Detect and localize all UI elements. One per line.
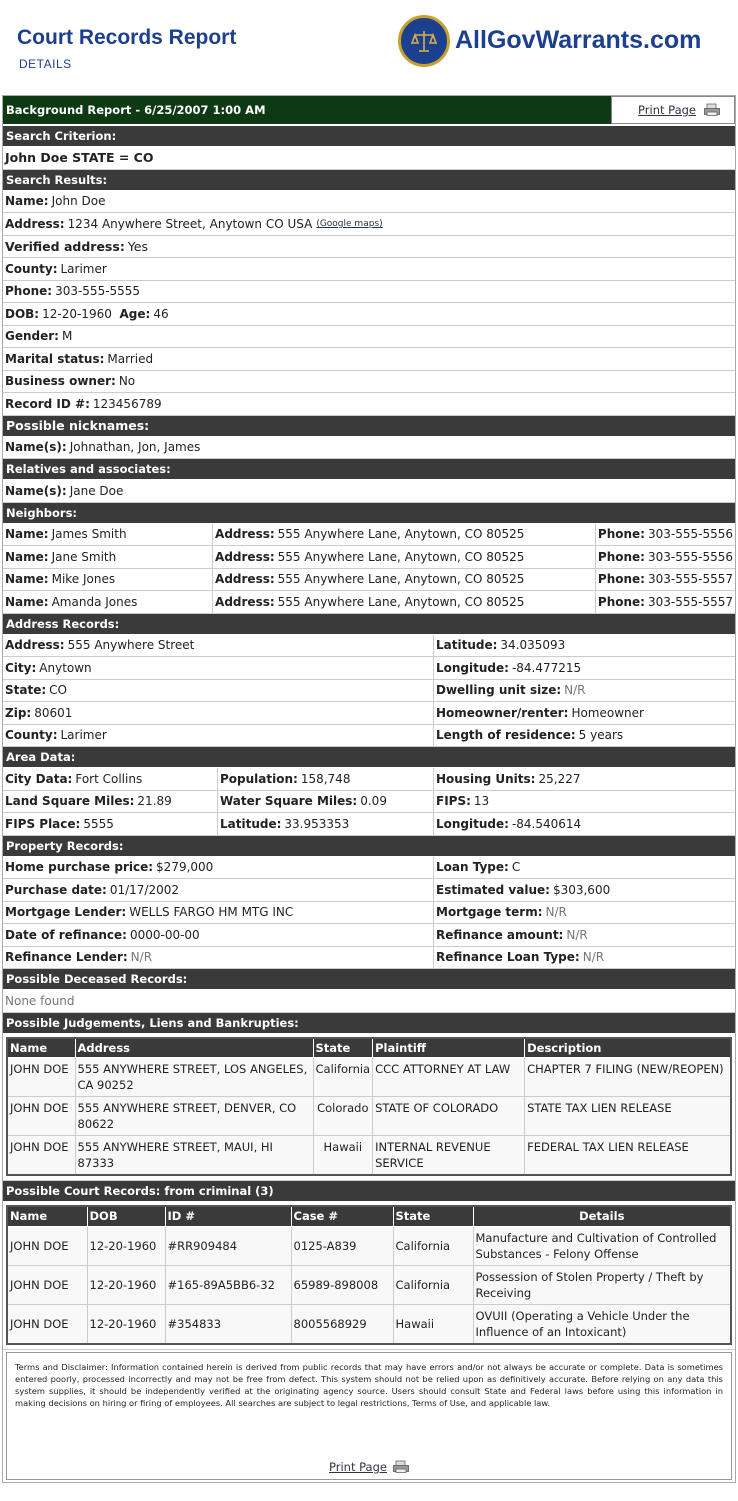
table-cell: INTERNAL REVENUE SERVICE <box>373 1136 525 1176</box>
field-label: Home purchase price: <box>5 860 154 875</box>
field-value: Larimer <box>60 728 107 743</box>
field-value: 5 years <box>578 728 624 743</box>
field-cell <box>3 879 433 901</box>
field-label: Dwelling unit size: <box>436 683 562 698</box>
table-cell: California <box>393 1226 473 1265</box>
area-data-list <box>3 768 735 836</box>
field-cell <box>3 591 212 613</box>
property-record-row <box>3 902 735 925</box>
field-label: Longitude: <box>436 816 509 831</box>
field-value: N/R <box>582 950 605 965</box>
area-data-row <box>3 791 735 814</box>
print-page-link[interactable]: Print Page <box>638 103 696 117</box>
field-value: James Smith <box>51 527 127 542</box>
field-value: 303-555-5556 <box>647 549 733 564</box>
field-label: Date of refinance: <box>5 927 127 942</box>
field-cell <box>3 546 212 568</box>
field-label: Phone: <box>597 549 645 564</box>
field-value: 21.89 <box>137 794 172 809</box>
field-value: $279,000 <box>156 860 214 875</box>
table-row <box>7 1097 731 1136</box>
result-dob-row: DOB: 12-20-1960 Age: 46 <box>3 303 735 326</box>
table-cell: 12-20-1960 <box>87 1226 165 1265</box>
field-label: Refinance Loan Type: <box>436 950 580 965</box>
footer-print-page-link[interactable]: Print Page <box>329 1459 387 1474</box>
field-label: Refinance amount: <box>436 927 564 942</box>
field-label: County: <box>5 728 58 743</box>
field-value: Fort Collins <box>75 771 143 786</box>
result-address-row: Address: 1234 Anywhere Street, Anytown CO USA (Google maps) <box>3 213 735 236</box>
field-cell <box>3 902 433 924</box>
field-value: $303,600 <box>552 882 611 897</box>
table-cell: #RR909484 <box>165 1226 291 1265</box>
field-value: 555 Anywhere Lane, Anytown, CO 80525 <box>277 527 525 542</box>
result-verified-row: Verified address: Yes <box>3 236 735 259</box>
table-cell: 65989-898008 <box>291 1265 393 1304</box>
field-cell <box>433 702 735 724</box>
field-value: Homeowner <box>571 705 644 720</box>
field-cell <box>212 591 595 613</box>
field-cell <box>217 768 433 790</box>
area-data-heading: Area Data: <box>3 747 735 768</box>
field-label: FIPS Place: <box>5 816 81 831</box>
disclaimer-text: Terms and Disclaimer: Information contained herein is derived from public records that may have errors and/or not always be accurate or complete. Data is sometimes entered poorly, processed incorrectly and may not be free from defect. This system should not be relied upon as definitively accurate. Before relying on any data this system supplies, it should be independently verified at the originating agency source. Users should consult State and Federal laws before using this information in making decisions on hiring or firing of employees. All searches are subject to legal restrictions, Terms of Use, and applicable law. <box>15 1361 723 1408</box>
column-header: Details <box>473 1206 731 1226</box>
table-row <box>7 1226 731 1265</box>
nicknames-heading: Possible nicknames: <box>3 416 735 437</box>
field-cell <box>3 768 217 790</box>
field-cell <box>3 657 433 679</box>
table-cell: #354833 <box>165 1304 291 1344</box>
field-cell <box>595 569 735 591</box>
field-label: Phone: <box>597 527 645 542</box>
field-value: -84.477215 <box>511 660 582 675</box>
table-cell: Hawaii <box>313 1136 373 1176</box>
field-cell <box>433 902 735 924</box>
table-row <box>7 1136 731 1176</box>
table-header-row <box>7 1206 731 1226</box>
field-cell <box>433 791 735 813</box>
table-cell: 12-20-1960 <box>87 1265 165 1304</box>
area-data-row <box>3 813 735 836</box>
printer-icon[interactable] <box>704 104 720 116</box>
address-record-row <box>3 635 735 658</box>
table-cell: FEDERAL TAX LIEN RELEASE <box>525 1136 731 1176</box>
result-county-row: County: Larimer <box>3 258 735 281</box>
relatives-row: Name(s): Jane Doe <box>3 480 735 503</box>
deceased-value: None found <box>5 993 75 1008</box>
field-cell <box>217 791 433 813</box>
table-cell: California <box>313 1058 373 1097</box>
neighbor-row <box>3 524 735 547</box>
field-cell <box>433 680 735 702</box>
field-label: Mortgage term: <box>436 905 543 920</box>
neighbor-row <box>3 546 735 569</box>
field-value: Anytown <box>39 660 92 675</box>
field-cell <box>217 813 433 835</box>
relatives-heading: Relatives and associates: <box>3 459 735 480</box>
field-cell <box>3 524 212 546</box>
search-criterion-heading: Search Criterion: <box>3 126 735 147</box>
field-label: Name: <box>5 594 49 609</box>
field-cell <box>595 546 735 568</box>
deceased-row <box>3 990 735 1013</box>
table-cell: STATE TAX LIEN RELEASE <box>525 1097 731 1136</box>
table-cell: 555 ANYWHERE STREET, LOS ANGELES, CA 90252 <box>75 1058 313 1097</box>
property-record-row <box>3 857 735 880</box>
field-label: Address: <box>215 549 275 564</box>
field-cell <box>212 524 595 546</box>
property-records-heading: Property Records: <box>3 836 735 857</box>
address-records-list <box>3 635 735 748</box>
field-label: Housing Units: <box>436 771 536 786</box>
column-header: ID # <box>165 1206 291 1226</box>
field-value: 158,748 <box>300 771 351 786</box>
field-cell <box>3 813 217 835</box>
result-gender-row: Gender: M <box>3 326 735 349</box>
field-label: Zip: <box>5 705 32 720</box>
field-label: Length of residence: <box>436 728 576 743</box>
address-record-row <box>3 680 735 703</box>
field-label: Latitude: <box>436 638 498 653</box>
field-value: 303-555-5556 <box>647 527 733 542</box>
address-record-row <box>3 725 735 748</box>
field-cell <box>212 546 595 568</box>
field-label: FIPS: <box>436 794 471 809</box>
field-label: Purchase date: <box>5 882 107 897</box>
field-label: Name: <box>5 549 49 564</box>
table-cell: 12-20-1960 <box>87 1304 165 1344</box>
neighbors-heading: Neighbors: <box>3 503 735 524</box>
neighbor-row <box>3 591 735 614</box>
result-name-row: Name: John Doe <box>3 191 735 214</box>
report-title: Background Report - 6/25/2007 1:00 AM <box>6 103 266 117</box>
column-header: Case # <box>291 1206 393 1226</box>
table-cell: #165-89A5BB6-32 <box>165 1265 291 1304</box>
footer-print <box>7 1461 731 1473</box>
field-cell <box>3 857 433 879</box>
property-record-row <box>3 947 735 970</box>
field-value: 303-555-5557 <box>647 572 733 587</box>
table-cell: JOHN DOE <box>7 1265 87 1304</box>
judgements-table-box <box>3 1034 735 1182</box>
field-label: Address: <box>5 638 65 653</box>
field-cell <box>433 924 735 946</box>
property-records-list <box>3 857 735 970</box>
address-records-heading: Address Records: <box>3 614 735 635</box>
brand-name[interactable]: AllGovWarrants.com <box>455 26 702 54</box>
judgements-table <box>6 1037 732 1177</box>
table-cell: STATE OF COLORADO <box>373 1097 525 1136</box>
search-results-heading: Search Results: <box>3 170 735 191</box>
field-value: 25,227 <box>538 771 581 786</box>
field-cell <box>433 857 735 879</box>
field-value: 80601 <box>34 705 73 720</box>
field-cell <box>433 725 735 747</box>
table-cell: JOHN DOE <box>7 1304 87 1344</box>
field-value: N/R <box>566 927 588 942</box>
field-cell <box>212 569 595 591</box>
field-value: 555 Anywhere Street <box>67 638 195 653</box>
field-cell <box>3 924 433 946</box>
report-container <box>2 95 736 1483</box>
table-cell: JOHN DOE <box>7 1097 75 1136</box>
column-header: Description <box>525 1038 731 1058</box>
field-cell <box>433 635 735 657</box>
field-value: 0.09 <box>360 794 387 809</box>
field-cell <box>3 635 433 657</box>
field-label: Loan Type: <box>436 860 509 875</box>
column-header: Plaintiff <box>373 1038 525 1058</box>
field-label: Homeowner/renter: <box>436 705 569 720</box>
field-cell <box>3 725 433 747</box>
criterion-row <box>3 147 735 170</box>
field-value: N/R <box>564 683 586 698</box>
deceased-heading: Possible Deceased Records: <box>3 969 735 990</box>
address-record-row <box>3 657 735 680</box>
field-value: 34.035093 <box>500 638 566 653</box>
field-cell <box>3 791 217 813</box>
field-label: Latitude: <box>220 816 282 831</box>
field-label: State: <box>5 683 47 698</box>
neighbors-list <box>3 524 735 614</box>
field-label: Water Square Miles: <box>220 794 358 809</box>
table-cell: CHAPTER 7 FILING (NEW/REOPEN) <box>525 1058 731 1097</box>
nicknames-row: Name(s): Johnathan, Jon, James <box>3 437 735 460</box>
field-value: -84.540614 <box>511 816 582 831</box>
field-cell <box>433 813 735 835</box>
table-cell: 555 ANYWHERE STREET, MAUI, HI 87333 <box>75 1136 313 1176</box>
table-cell: Colorado <box>313 1097 373 1136</box>
table-row <box>7 1058 731 1097</box>
column-header: State <box>393 1206 473 1226</box>
field-value: 303-555-5557 <box>647 594 733 609</box>
address-record-row <box>3 702 735 725</box>
field-label: Longitude: <box>436 660 509 675</box>
field-label: Address: <box>215 527 275 542</box>
table-cell: JOHN DOE <box>7 1226 87 1265</box>
neighbor-row <box>3 569 735 592</box>
field-value: 33.953353 <box>284 816 350 831</box>
scales-of-justice-logo-icon <box>398 15 450 67</box>
field-value: Amanda Jones <box>51 594 138 609</box>
table-cell: OVUII (Operating a Vehicle Under the Influence of an Intoxicant) <box>473 1304 731 1344</box>
field-label: Land Square Miles: <box>5 794 135 809</box>
table-cell: 8005568929 <box>291 1304 393 1344</box>
table-cell: Manufacture and Cultivation of Controlled Substances - Felony Offense <box>473 1226 731 1265</box>
disclaimer-box <box>6 1352 732 1480</box>
field-label: Refinance Lender: <box>5 950 128 965</box>
column-header: DOB <box>87 1206 165 1226</box>
court-records-heading: Possible Court Records: from criminal (3) <box>3 1181 735 1202</box>
table-cell: California <box>393 1265 473 1304</box>
field-label: Address: <box>215 594 275 609</box>
table-cell: Possession of Stolen Property / Theft by Receiving <box>473 1265 731 1304</box>
area-data-row <box>3 768 735 791</box>
field-value: 0000-00-00 <box>129 927 200 942</box>
column-header: State <box>313 1038 373 1058</box>
print-box <box>611 96 735 124</box>
table-cell: JOHN DOE <box>7 1136 75 1176</box>
field-value: 555 Anywhere Lane, Anytown, CO 80525 <box>277 572 525 587</box>
field-value: N/R <box>545 905 567 920</box>
page-header <box>0 0 738 94</box>
table-cell: Hawaii <box>393 1304 473 1344</box>
field-value: 555 Anywhere Lane, Anytown, CO 80525 <box>277 594 525 609</box>
report-header-bar <box>3 96 735 126</box>
property-record-row <box>3 924 735 947</box>
judgements-heading: Possible Judgements, Liens and Bankrupties: <box>3 1013 735 1034</box>
field-cell <box>3 569 212 591</box>
field-cell <box>3 702 433 724</box>
table-cell: 555 ANYWHERE STREET, DENVER, CO 80622 <box>75 1097 313 1136</box>
field-value: CO <box>49 683 67 698</box>
court-records-table <box>6 1205 732 1345</box>
field-cell <box>595 524 735 546</box>
page-title: Court Records Report <box>17 26 237 49</box>
field-cell <box>3 680 433 702</box>
field-value: 5555 <box>83 816 114 831</box>
table-row <box>7 1265 731 1304</box>
court-table-box <box>3 1202 735 1350</box>
criterion-value: John Doe STATE = CO <box>5 150 154 166</box>
field-cell <box>595 591 735 613</box>
field-cell <box>433 768 735 790</box>
table-row <box>7 1304 731 1344</box>
field-label: Population: <box>220 771 298 786</box>
google-maps-link[interactable]: (Google maps) <box>316 218 383 229</box>
result-marital-row: Marital status: Married <box>3 348 735 371</box>
table-cell: 0125-A839 <box>291 1226 393 1265</box>
column-header: Name <box>7 1038 75 1058</box>
field-value: C <box>511 860 521 875</box>
column-header: Name <box>7 1206 87 1226</box>
field-label: Address: <box>215 572 275 587</box>
field-cell <box>433 657 735 679</box>
field-label: Estimated value: <box>436 882 550 897</box>
field-label: Name: <box>5 527 49 542</box>
property-record-row <box>3 879 735 902</box>
table-cell: CCC ATTORNEY AT LAW <box>373 1058 525 1097</box>
field-value: Mike Jones <box>51 572 116 587</box>
table-header-row <box>7 1038 731 1058</box>
printer-icon[interactable] <box>393 1461 409 1473</box>
field-value: 01/17/2002 <box>109 882 180 897</box>
field-label: Mortgage Lender: <box>5 905 127 920</box>
field-label: City Data: <box>5 771 73 786</box>
field-cell <box>433 947 735 969</box>
result-business-row: Business owner: No <box>3 371 735 394</box>
field-label: Phone: <box>597 572 645 587</box>
column-header: Address <box>75 1038 313 1058</box>
result-recordid-row: Record ID #: 123456789 <box>3 393 735 416</box>
field-label: Phone: <box>597 594 645 609</box>
table-cell: JOHN DOE <box>7 1058 75 1097</box>
field-label: Name: <box>5 572 49 587</box>
field-value: N/R <box>130 950 153 965</box>
field-value: WELLS FARGO HM MTG INC <box>129 905 294 920</box>
result-phone-row: Phone: 303-555-5555 <box>3 281 735 304</box>
field-value: 13 <box>473 794 490 809</box>
field-label: City: <box>5 660 37 675</box>
field-cell <box>3 947 433 969</box>
field-value: Jane Smith <box>51 549 117 564</box>
field-value: 555 Anywhere Lane, Anytown, CO 80525 <box>277 549 525 564</box>
page-subtitle: DETAILS <box>19 57 72 71</box>
field-cell <box>433 879 735 901</box>
